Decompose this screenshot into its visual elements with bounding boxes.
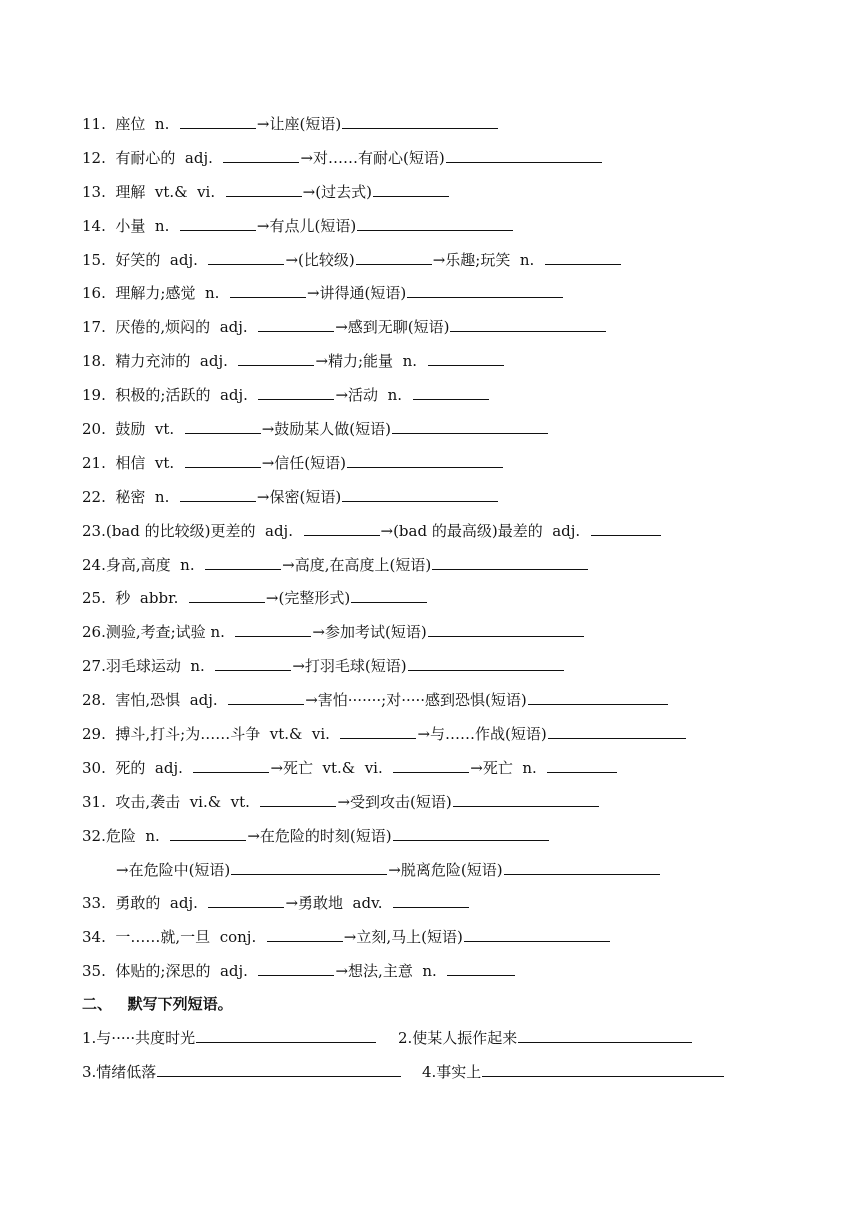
prompt-text: 29. 搏斗,打斗;为……斗争 vt.& vi. [82, 725, 340, 744]
prompt-text: 14. 小量 n. [82, 216, 179, 235]
answer-blank[interactable] [258, 974, 334, 976]
answer-blank[interactable] [258, 398, 334, 400]
vocab-item [82, 616, 812, 650]
answer-blank[interactable] [373, 195, 449, 197]
vocab-item [82, 345, 812, 379]
prompt-text: 33. 勇敢的 adj. [82, 894, 208, 913]
answer-blank[interactable] [453, 805, 599, 807]
vocab-item [82, 549, 812, 583]
phrase-item [82, 1055, 422, 1089]
answer-blank[interactable] [393, 771, 469, 773]
vocab-item [82, 210, 812, 244]
prompt-text: 13. 理解 vt.& vi. [82, 182, 225, 201]
answer-blank[interactable] [231, 873, 387, 875]
phrase-row [82, 1055, 812, 1089]
answer-blank[interactable] [428, 635, 584, 637]
answer-blank[interactable] [228, 703, 304, 705]
prompt-text: →高度,在高度上(短语) [282, 555, 432, 574]
vocab-item [82, 854, 812, 888]
vocab-item [82, 244, 812, 278]
prompt-text: →(bad 的最高级)最差的 adj. [380, 521, 590, 540]
answer-blank[interactable] [528, 703, 668, 705]
vocab-item [82, 379, 812, 413]
prompt-text: 26.测验,考查;试验 n. [82, 623, 235, 642]
answer-blank[interactable] [357, 229, 513, 231]
answer-blank[interactable] [260, 805, 336, 807]
prompt-text: →讲得通(短语) [306, 284, 407, 303]
prompt-text: →想法,主意 n. [335, 962, 447, 981]
answer-blank[interactable] [407, 296, 563, 298]
prompt-text: →对……有耐心(短语) [300, 148, 445, 167]
answer-blank[interactable] [193, 771, 269, 773]
prompt-text: →信任(短语) [261, 453, 347, 472]
section-two-title: 二、 默写下列短语。 [82, 995, 233, 1013]
vocab-item [82, 481, 812, 515]
prompt-text: 11. 座位 n. [82, 115, 179, 133]
answer-blank[interactable] [157, 1075, 401, 1077]
vocab-item [82, 277, 812, 311]
answer-blank[interactable] [548, 737, 686, 739]
vocab-item [82, 582, 812, 616]
answer-blank[interactable] [408, 669, 564, 671]
prompt-text: 35. 体贴的;深思的 adj. [82, 962, 258, 981]
prompt-text: 16. 理解力;感觉 n. [82, 284, 229, 303]
prompt-text: →与……作战(短语) [417, 725, 547, 744]
vocab-item [82, 786, 812, 820]
answer-blank[interactable] [208, 906, 284, 908]
phrase-label: 2.使某人振作起来 [398, 1029, 518, 1047]
prompt-text: 31. 攻击,袭击 vi.& vt. [82, 792, 260, 811]
prompt-text: 21. 相信 vt. [82, 453, 184, 472]
prompt-text: →参加考试(短语) [312, 623, 427, 642]
answer-blank[interactable] [258, 330, 334, 332]
vocab-item [82, 142, 812, 176]
prompt-text: →打羽毛球(短语) [292, 657, 407, 676]
phrase-item [422, 1055, 742, 1089]
answer-blank[interactable] [208, 263, 284, 265]
prompt-text: 15. 好笑的 adj. [82, 250, 208, 269]
answer-blank[interactable] [342, 500, 498, 502]
answer-blank[interactable] [185, 466, 261, 468]
answer-blank[interactable] [393, 906, 469, 908]
phrase-label: 3.情绪低落 [82, 1063, 157, 1081]
answer-blank[interactable] [413, 398, 489, 400]
answer-blank[interactable] [464, 940, 610, 942]
answer-blank[interactable] [545, 263, 621, 265]
section-two [82, 987, 812, 1089]
prompt-text: 27.羽毛球运动 n. [82, 657, 215, 676]
answer-blank[interactable] [432, 568, 588, 570]
prompt-text: →(比较级) [285, 250, 355, 269]
prompt-text: →死亡 n. [470, 758, 547, 777]
answer-blank[interactable] [392, 432, 548, 434]
vocabulary-list [82, 108, 812, 989]
prompt-text: 20. 鼓励 vt. [82, 420, 184, 439]
prompt-text: →(完整形式) [265, 589, 351, 608]
prompt-text: →立刻,马上(短语) [343, 928, 463, 947]
answer-blank[interactable] [482, 1075, 724, 1077]
prompt-text: 22. 秘密 n. [82, 487, 179, 506]
prompt-text: →在危险的时刻(短语) [247, 826, 392, 845]
prompt-text: →受到攻击(短语) [337, 792, 452, 811]
vocab-item [82, 718, 812, 752]
answer-blank[interactable] [180, 127, 256, 129]
prompt-text: 19. 积极的;活跃的 adj. [82, 386, 258, 405]
answer-blank[interactable] [215, 669, 291, 671]
answer-blank[interactable] [342, 127, 498, 129]
answer-blank[interactable] [518, 1041, 692, 1043]
answer-blank[interactable] [230, 296, 306, 298]
vocab-item [82, 921, 812, 955]
answer-blank[interactable] [347, 466, 503, 468]
prompt-text: 18. 精力充沛的 adj. [82, 352, 238, 371]
prompt-text: →脱离危险(短语) [388, 860, 503, 879]
prompt-text: 28. 害怕,恐惧 adj. [82, 691, 228, 710]
vocab-item [82, 752, 812, 786]
phrase-label: 4.事实上 [422, 1063, 482, 1081]
prompt-text: →乐趣;玩笑 n. [432, 250, 544, 269]
answer-blank[interactable] [223, 161, 299, 163]
prompt-text: →勇敢地 adv. [285, 894, 393, 913]
answer-blank[interactable] [547, 771, 617, 773]
prompt-text: 30. 死的 adj. [82, 758, 193, 777]
prompt-text: →保密(短语) [256, 487, 342, 506]
prompt-text: 12. 有耐心的 adj. [82, 148, 223, 167]
answer-blank[interactable] [180, 229, 256, 231]
answer-blank[interactable] [504, 873, 660, 875]
answer-blank[interactable] [196, 1041, 376, 1043]
vocab-item [82, 413, 812, 447]
answer-blank[interactable] [267, 940, 343, 942]
prompt-text: →让座(短语) [256, 115, 342, 133]
vocab-item [82, 108, 812, 142]
prompt-text: →在危险中(短语) [116, 860, 231, 879]
prompt-text: 23.(bad 的比较级)更差的 adj. [82, 521, 303, 540]
vocab-item [82, 820, 812, 854]
vocab-item [82, 311, 812, 345]
vocab-item [82, 955, 812, 989]
answer-blank[interactable] [428, 364, 504, 366]
prompt-text: →鼓励某人做(短语) [261, 420, 392, 439]
prompt-text: →活动 n. [335, 386, 412, 405]
answer-blank[interactable] [226, 195, 302, 197]
answer-blank[interactable] [591, 534, 661, 536]
prompt-text: →感到无聊(短语) [335, 318, 450, 337]
vocab-item [82, 176, 812, 210]
vocab-item [82, 447, 812, 481]
phrase-row [82, 1021, 812, 1055]
answer-blank[interactable] [351, 601, 427, 603]
answer-blank[interactable] [450, 330, 606, 332]
vocab-item [82, 684, 812, 718]
answer-blank[interactable] [238, 364, 314, 366]
prompt-text: →精力;能量 n. [315, 352, 427, 371]
answer-blank[interactable] [205, 568, 281, 570]
prompt-text: 32.危险 n. [82, 826, 170, 845]
vocab-item [82, 887, 812, 921]
prompt-text: 34. 一……就,一旦 conj. [82, 928, 266, 947]
answer-blank[interactable] [235, 635, 311, 637]
prompt-text: 24.身高,高度 n. [82, 555, 205, 574]
prompt-text: 25. 秒 abbr. [82, 589, 188, 608]
phrase-rows [82, 1021, 812, 1089]
answer-blank[interactable] [356, 263, 432, 265]
phrase-item [82, 1021, 398, 1055]
phrase-label: 1.与·····共度时光 [82, 1029, 196, 1047]
prompt-text: →害怕·······;对·····感到恐惧(短语) [305, 691, 527, 710]
prompt-text: 17. 厌倦的,烦闷的 adj. [82, 318, 258, 337]
answer-blank[interactable] [340, 737, 416, 739]
prompt-text: →有点儿(短语) [256, 216, 357, 235]
answer-blank[interactable] [447, 974, 515, 976]
answer-blank[interactable] [170, 839, 246, 841]
answer-blank[interactable] [304, 534, 380, 536]
vocab-item [82, 650, 812, 684]
answer-blank[interactable] [185, 432, 261, 434]
vocab-item [82, 515, 812, 549]
answer-blank[interactable] [393, 839, 549, 841]
answer-blank[interactable] [180, 500, 256, 502]
phrase-item [398, 1021, 738, 1055]
prompt-text: →死亡 vt.& vi. [270, 758, 393, 777]
prompt-text: →(过去式) [302, 182, 372, 201]
answer-blank[interactable] [446, 161, 602, 163]
answer-blank[interactable] [189, 601, 265, 603]
